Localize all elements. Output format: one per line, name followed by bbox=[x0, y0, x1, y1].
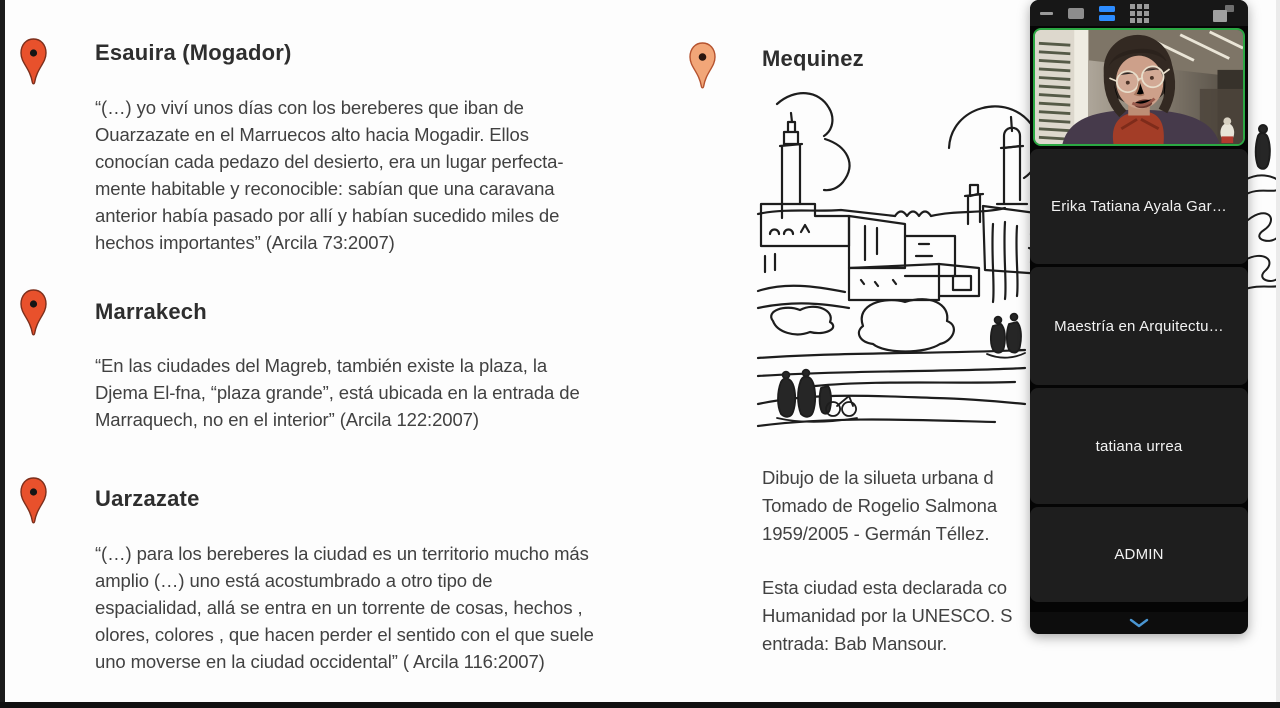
section-title: Marrakech bbox=[95, 299, 207, 324]
quote-line: mente habitable y reconocible: sabían que una caravana bbox=[95, 178, 555, 199]
section-title: Esauira (Mogador) bbox=[95, 40, 292, 65]
section-title: Mequinez bbox=[762, 46, 864, 71]
quote-line: “En las ciudades del Magreb, también existe la plaza, la bbox=[95, 355, 548, 376]
participant-tile[interactable] bbox=[1030, 388, 1248, 504]
quote-line: conocían cada pedazo del desierto, era un lugar perfecta- bbox=[95, 151, 564, 172]
gallery-view-icon[interactable] bbox=[1130, 4, 1149, 23]
participant-list bbox=[1030, 148, 1248, 612]
map-pin-icon bbox=[19, 288, 48, 338]
participant-name: Erika Tatiana Ayala Gar… bbox=[1050, 198, 1227, 215]
section-quote bbox=[95, 352, 580, 433]
caption-line: Tomado de Rogelio Salmona bbox=[762, 495, 998, 516]
speaker-view-icon[interactable] bbox=[1068, 8, 1084, 19]
minimize-icon[interactable] bbox=[1040, 12, 1053, 15]
participant-tile[interactable] bbox=[1030, 149, 1248, 264]
window-edge-bottom bbox=[0, 702, 1280, 708]
quote-line: amplio (…) uno está acostumbrado a otro tipo de bbox=[95, 570, 493, 591]
participant-tile[interactable] bbox=[1030, 507, 1248, 602]
thumbnail-view-icon[interactable] bbox=[1099, 6, 1115, 21]
participant-name: ADMIN bbox=[1114, 546, 1164, 563]
quote-line: espacialidad, allá se entra en un torrente de cosas, hechos , bbox=[95, 597, 583, 618]
map-pin-icon bbox=[19, 476, 48, 526]
webcam-feed bbox=[1035, 30, 1243, 144]
participant-name: Maestría en Arquitectu… bbox=[1054, 317, 1224, 335]
quote-line: Djema El-fna, “plaza grande”, está ubicada en la entrada de bbox=[95, 382, 580, 403]
participant-name: tatiana urrea bbox=[1095, 437, 1183, 455]
exit-minimized-video-icon[interactable] bbox=[1213, 5, 1234, 22]
video-panel-toolbar bbox=[1030, 0, 1248, 26]
quote-line: “(…) para los bereberes la ciudad es un territorio mucho más bbox=[95, 543, 589, 564]
collapse-panel-button[interactable] bbox=[1030, 612, 1248, 634]
quote-line: uno moverse en la ciudad occidental” ( Arcila 116:2007) bbox=[95, 651, 545, 672]
body-line: entrada: Bab Mansour. bbox=[762, 633, 948, 654]
window-edge-left bbox=[0, 0, 5, 708]
city-description bbox=[762, 574, 1012, 658]
caption-line: 1959/2005 - Germán Téllez. bbox=[762, 523, 990, 544]
section-quote bbox=[95, 94, 563, 256]
quote-line: anterior había pasado por allí y habían sucedido miles de bbox=[95, 205, 560, 226]
caption-line: Dibujo de la silueta urbana d bbox=[762, 467, 994, 488]
participants-panel bbox=[1030, 0, 1248, 634]
window-edge-right bbox=[1276, 0, 1280, 708]
body-line: Esta ciudad esta declarada co bbox=[762, 577, 1007, 598]
quote-line: “(…) yo viví unos días con los bereberes que iban de bbox=[95, 97, 524, 118]
section-title: Uarzazate bbox=[95, 486, 200, 511]
active-speaker-video[interactable] bbox=[1033, 28, 1245, 146]
participant-tile[interactable] bbox=[1030, 267, 1248, 385]
quote-line: Marraquech, no en el interior” (Arcila 122:2007) bbox=[95, 409, 479, 430]
quote-line: olores, colores , que hacen perder el sentido con el que suele bbox=[95, 624, 594, 645]
map-pin-icon bbox=[688, 41, 717, 91]
sketch-caption bbox=[762, 464, 997, 548]
section-quote bbox=[95, 540, 594, 675]
quote-line: Ouarzazate en el Marruecos alto hacia Mogadir. Ellos bbox=[95, 124, 529, 145]
chevron-down-icon bbox=[1128, 618, 1150, 628]
body-line: Humanidad por la UNESCO. S bbox=[762, 605, 1013, 626]
map-pin-icon bbox=[19, 37, 48, 87]
quote-line: hechos importantes” (Arcila 73:2007) bbox=[95, 232, 395, 253]
